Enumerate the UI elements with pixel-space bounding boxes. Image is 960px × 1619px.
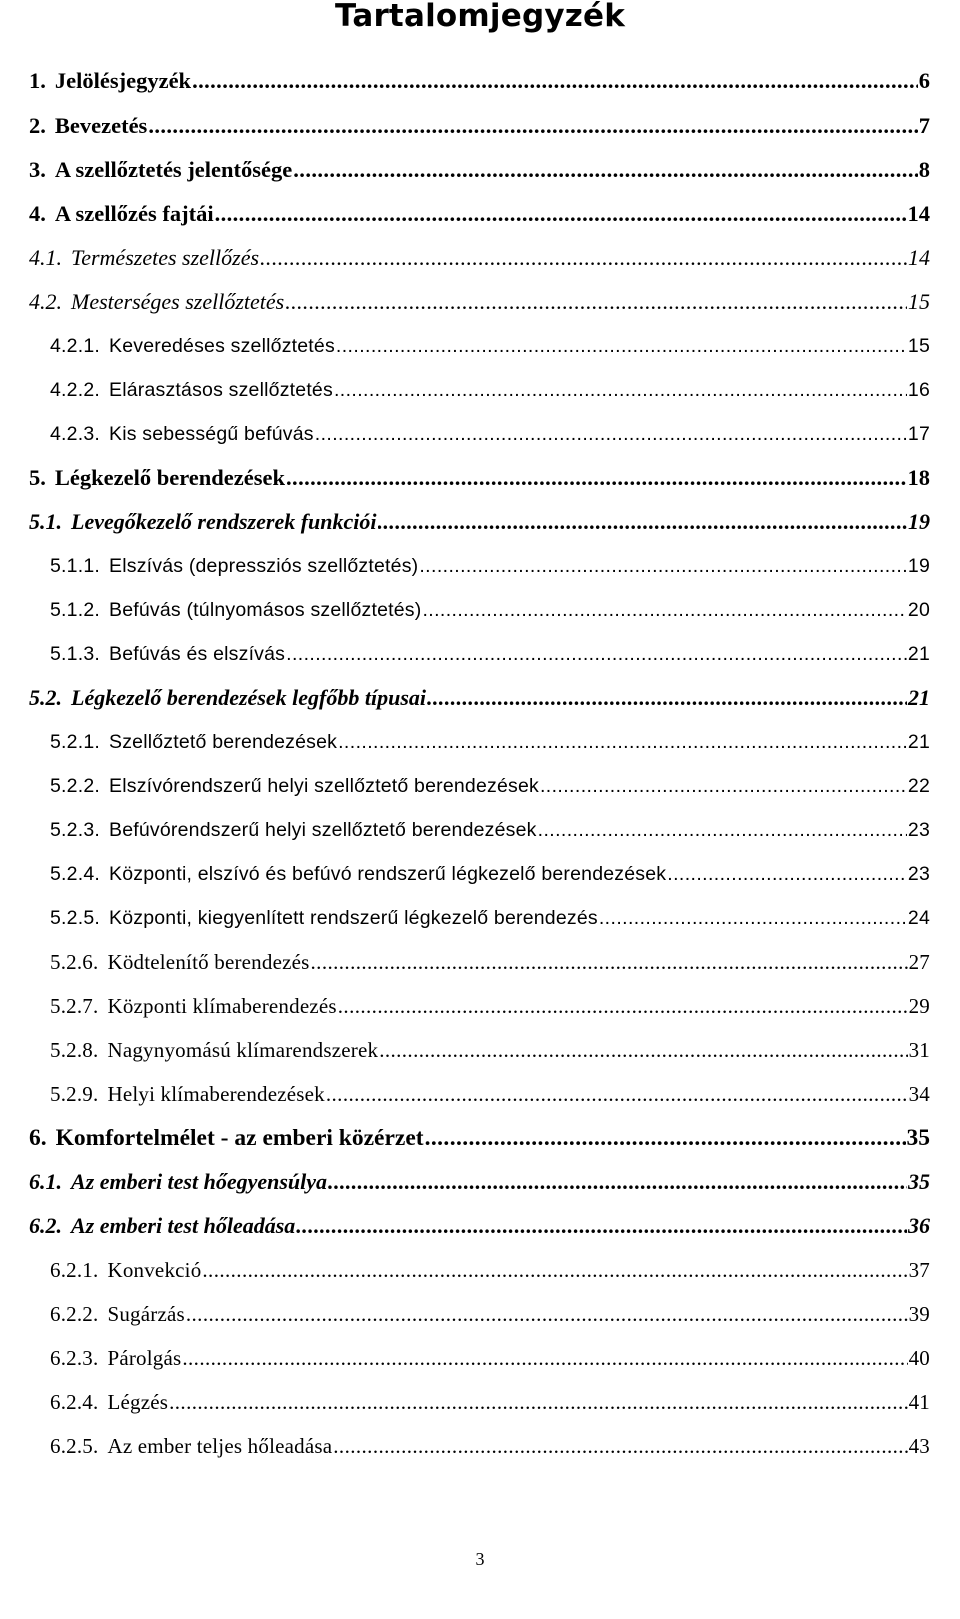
toc-entry[interactable] bbox=[0, 1211, 960, 1241]
toc-entry-page: 29 bbox=[908, 994, 930, 1018]
toc-dot-leader bbox=[286, 639, 907, 669]
toc-entry-number: 6.2.5. bbox=[50, 1434, 99, 1458]
toc-entry-page: 15 bbox=[908, 289, 930, 314]
toc-entry-label: Kis sebességű befúvás bbox=[109, 423, 314, 445]
toc-dot-leader bbox=[599, 903, 907, 933]
toc-entry-page: 24 bbox=[907, 907, 930, 929]
toc-entry[interactable] bbox=[0, 243, 960, 273]
toc-entry[interactable] bbox=[0, 419, 960, 449]
toc-dot-leader bbox=[427, 683, 907, 713]
toc-dot-leader bbox=[378, 507, 908, 537]
toc-entry-page: 16 bbox=[907, 379, 930, 401]
page-number: 3 bbox=[475, 1549, 485, 1569]
toc-entry-label: Szellőztető berendezések bbox=[109, 731, 338, 753]
toc-entry-page: 35 bbox=[908, 1169, 930, 1194]
toc-dot-leader bbox=[425, 1123, 906, 1153]
toc-entry-number: 5.1.3. bbox=[50, 643, 100, 665]
toc-entry-label: Légzés bbox=[107, 1390, 169, 1414]
toc-entry-label: Befúvás (túlnyomásos szellőztetés) bbox=[109, 599, 422, 621]
toc-entry[interactable] bbox=[0, 1431, 960, 1461]
toc-entry-page: 14 bbox=[908, 245, 930, 270]
toc-entry-label: Légkezelő berendezések bbox=[54, 465, 286, 490]
toc-entry[interactable] bbox=[0, 859, 960, 889]
toc-entry-number: 5.1. bbox=[29, 509, 62, 534]
toc-entry-label: Az ember teljes hőleadása bbox=[107, 1434, 333, 1458]
toc-entry[interactable] bbox=[0, 1255, 960, 1285]
toc-entry-label: Helyi klímaberendezések bbox=[107, 1082, 325, 1106]
toc-entry-page: 23 bbox=[907, 863, 930, 885]
toc-entry-page: 8 bbox=[918, 157, 930, 182]
toc-entry-number: 5.2.1. bbox=[50, 731, 100, 753]
toc-entry[interactable] bbox=[0, 727, 960, 757]
toc-entry-number: 6.2. bbox=[29, 1213, 62, 1238]
toc-dot-leader bbox=[182, 1343, 907, 1373]
toc-entry-number: 5.2.2. bbox=[50, 775, 100, 797]
toc-dot-leader bbox=[422, 595, 906, 625]
page-title: Tartalomjegyzék bbox=[334, 0, 626, 34]
toc-entry-label: Mesterséges szellőztetés bbox=[71, 289, 285, 314]
toc-entry-number: 4.1. bbox=[29, 245, 62, 270]
toc-dot-leader bbox=[540, 771, 907, 801]
toc-entry-label: Az emberi test hőegyensúlya bbox=[71, 1169, 328, 1194]
toc-entry-page: 22 bbox=[907, 775, 930, 797]
toc-entry-page: 7 bbox=[918, 113, 930, 138]
toc-entry-page: 23 bbox=[907, 819, 930, 841]
toc-entry-number: 6.2.1. bbox=[50, 1258, 99, 1282]
toc-dot-leader bbox=[326, 1079, 908, 1109]
toc-entry-page: 17 bbox=[907, 423, 930, 445]
toc-dot-leader bbox=[333, 1431, 907, 1461]
toc-entry-label: Elszívórendszerű helyi szellőztető berendezések bbox=[109, 775, 539, 797]
toc-dot-leader bbox=[538, 815, 907, 845]
toc-entry[interactable] bbox=[0, 66, 960, 96]
toc-entry-label: Levegőkezelő rendszerek funkciói bbox=[71, 509, 377, 534]
toc-entry[interactable] bbox=[0, 375, 960, 405]
toc-entry[interactable] bbox=[0, 683, 960, 713]
toc-entry-label: Központi, elszívó és befúvó rendszerű légkezelő berendezések bbox=[109, 863, 667, 885]
toc-entry-number: 6. bbox=[29, 1125, 47, 1151]
toc-entry-page: 31 bbox=[908, 1038, 930, 1062]
toc-entry-number: 5.2. bbox=[29, 685, 62, 710]
toc-entry-number: 5.2.7. bbox=[50, 994, 99, 1018]
toc-entry-label: Természetes szellőzés bbox=[71, 245, 260, 270]
toc-entry-number: 5.2.5. bbox=[50, 907, 100, 929]
toc-entry[interactable] bbox=[0, 815, 960, 845]
toc-entry[interactable] bbox=[0, 331, 960, 361]
toc-dot-leader bbox=[202, 1255, 907, 1285]
toc-entry[interactable] bbox=[0, 1035, 960, 1065]
toc-entry-label: Az emberi test hőleadása bbox=[71, 1213, 296, 1238]
toc-entry[interactable] bbox=[0, 991, 960, 1021]
toc-entry-label: Nagynyomású klímarendszerek bbox=[107, 1038, 379, 1062]
toc-dot-leader bbox=[311, 947, 908, 977]
toc-entry-number: 6.2.3. bbox=[50, 1346, 99, 1370]
toc-entry[interactable] bbox=[0, 111, 960, 141]
toc-entry[interactable] bbox=[0, 1079, 960, 1109]
toc-entry-label: Ködtelenítő berendezés bbox=[107, 950, 310, 974]
toc-dot-leader bbox=[296, 1211, 907, 1241]
toc-entry-page: 21 bbox=[907, 731, 930, 753]
toc-entry-page: 37 bbox=[908, 1258, 930, 1282]
toc-entry[interactable] bbox=[0, 551, 960, 581]
toc-dot-leader bbox=[169, 1387, 907, 1417]
toc-dot-leader bbox=[285, 287, 907, 317]
toc-dot-leader bbox=[338, 727, 907, 757]
toc-entry[interactable] bbox=[0, 639, 960, 669]
toc-entry[interactable] bbox=[0, 463, 960, 493]
toc-dot-leader bbox=[338, 991, 908, 1021]
toc-dot-leader bbox=[315, 419, 907, 449]
toc-entry-page: 19 bbox=[908, 509, 930, 534]
toc-entry[interactable] bbox=[0, 199, 960, 229]
toc-entry-page: 15 bbox=[907, 335, 930, 357]
toc-entry-page: 41 bbox=[908, 1390, 930, 1414]
toc-entry-page: 43 bbox=[908, 1434, 930, 1458]
toc-entry-page: 19 bbox=[907, 555, 930, 577]
toc-dot-leader bbox=[334, 375, 907, 405]
toc-dot-leader bbox=[186, 1299, 908, 1329]
toc-entry-number: 5.2.9. bbox=[50, 1082, 99, 1106]
toc-entry[interactable] bbox=[0, 507, 960, 537]
toc-dot-leader bbox=[286, 463, 906, 493]
toc-entry-page: 20 bbox=[907, 599, 930, 621]
toc-entry[interactable] bbox=[0, 947, 960, 977]
toc-entry-number: 6.2.2. bbox=[50, 1302, 99, 1326]
toc-entry-label: Elszívás (depressziós szellőztetés) bbox=[109, 555, 419, 577]
toc-dot-leader bbox=[148, 111, 917, 141]
toc-entry-label: Párolgás bbox=[107, 1346, 182, 1370]
toc-entry-label: Keveredéses szellőztetés bbox=[109, 335, 335, 357]
toc-entry-page: 6 bbox=[918, 68, 930, 93]
toc-entry-label: Konvekció bbox=[107, 1258, 202, 1282]
toc-entry-label: A szellőzés fajtái bbox=[54, 201, 214, 226]
toc-entry-page: 39 bbox=[908, 1302, 930, 1326]
toc-entry-page: 14 bbox=[907, 201, 930, 226]
toc-entry-label: Elárasztásos szellőztetés bbox=[109, 379, 333, 401]
toc-entry-label: Bevezetés bbox=[54, 113, 148, 138]
toc-entry[interactable] bbox=[0, 1387, 960, 1417]
toc-entry-number: 1. bbox=[29, 68, 46, 93]
toc-entry-number: 5.2.4. bbox=[50, 863, 100, 885]
toc-entry-label: Befúvás és elszívás bbox=[109, 643, 286, 665]
toc-entry-number: 4.2. bbox=[29, 289, 62, 314]
toc-entry-number: 5.1.2. bbox=[50, 599, 100, 621]
toc-entry[interactable] bbox=[0, 771, 960, 801]
toc-entry-label: Sugárzás bbox=[107, 1302, 185, 1326]
toc-entry-page: 18 bbox=[907, 465, 930, 490]
toc-entry-number: 4. bbox=[29, 201, 46, 226]
toc-dot-leader bbox=[293, 155, 917, 185]
toc-dot-leader bbox=[192, 66, 918, 96]
toc-entry-page: 40 bbox=[908, 1346, 930, 1370]
toc-entry-number: 5.2.6. bbox=[50, 950, 99, 974]
toc-entry-number: 3. bbox=[29, 157, 46, 182]
toc-entry-number: 5. bbox=[29, 465, 46, 490]
toc-entry[interactable] bbox=[0, 1299, 960, 1329]
toc-entry-page: 21 bbox=[908, 685, 930, 710]
toc-entry-number: 5.1.1. bbox=[50, 555, 100, 577]
toc-entry-number: 6.1. bbox=[29, 1169, 62, 1194]
toc-entry-label: Befúvórendszerű helyi szellőztető berendezések bbox=[109, 819, 537, 841]
toc-entry-number: 6.2.4. bbox=[50, 1390, 99, 1414]
toc-dot-leader bbox=[379, 1035, 907, 1065]
toc-dot-leader bbox=[215, 199, 907, 229]
toc-dot-leader bbox=[336, 331, 907, 361]
toc-dot-leader bbox=[328, 1167, 907, 1197]
toc-entry[interactable] bbox=[0, 287, 960, 317]
toc-entry[interactable] bbox=[0, 595, 960, 625]
toc-entry[interactable] bbox=[0, 1123, 960, 1153]
toc-entry-number: 4.2.3. bbox=[50, 423, 100, 445]
toc-dot-leader bbox=[260, 243, 907, 273]
toc-entry[interactable] bbox=[0, 155, 960, 185]
toc-entry-page: 35 bbox=[906, 1125, 930, 1151]
toc-entry-page: 27 bbox=[908, 950, 930, 974]
toc-entry-number: 5.2.3. bbox=[50, 819, 100, 841]
toc-entry-label: A szellőztetés jelentősége bbox=[54, 157, 293, 182]
toc-dot-leader bbox=[419, 551, 907, 581]
toc-entry-label: Jelölésjegyzék bbox=[54, 68, 192, 93]
toc-entry-label: Központi, kiegyenlített rendszerű légkezelő berendezés bbox=[109, 907, 598, 929]
toc-dot-leader bbox=[667, 859, 907, 889]
toc-entry-page: 21 bbox=[907, 643, 930, 665]
toc-entry-label: Komfortelmélet - az emberi közérzet bbox=[55, 1125, 424, 1151]
toc-entry[interactable] bbox=[0, 1343, 960, 1373]
toc-entry[interactable] bbox=[0, 1167, 960, 1197]
toc-entry-number: 5.2.8. bbox=[50, 1038, 99, 1062]
toc-entry-number: 4.2.2. bbox=[50, 379, 100, 401]
toc-entry[interactable] bbox=[0, 903, 960, 933]
toc-entry-label: Légkezelő berendezések legfőbb típusai bbox=[71, 685, 426, 710]
toc-entry-number: 2. bbox=[29, 113, 46, 138]
toc-entry-number: 4.2.1. bbox=[50, 335, 100, 357]
toc-entry-page: 36 bbox=[908, 1213, 930, 1238]
toc-entry-label: Központi klímaberendezés bbox=[107, 994, 337, 1018]
toc-entry-page: 34 bbox=[908, 1082, 930, 1106]
